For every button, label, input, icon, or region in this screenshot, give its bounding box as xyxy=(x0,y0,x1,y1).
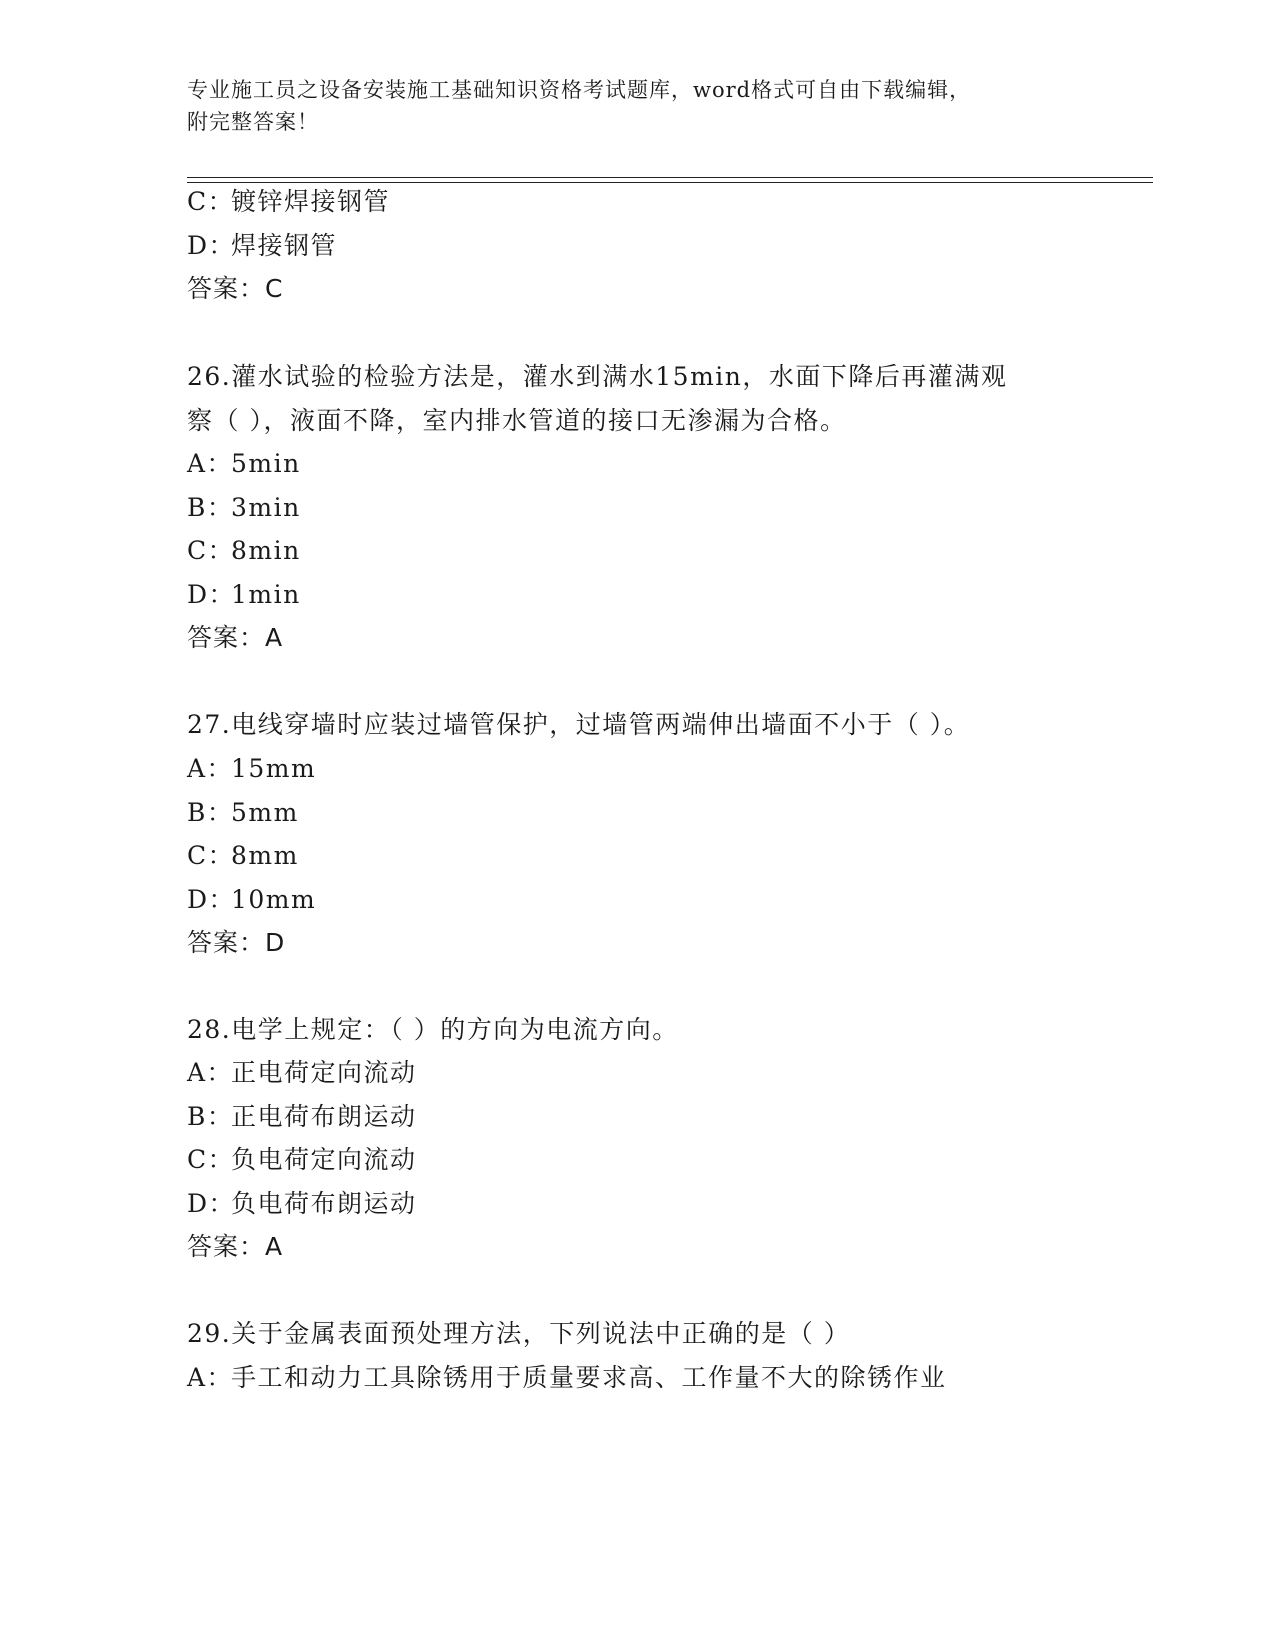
question-26-stem-line-2: 察（ ），液面不降，室内排水管道的接口无渗漏为合格。 xyxy=(187,406,847,435)
header-line-1: 专业施工员之设备安装施工基础知识资格考试题库，word格式可自由下载编辑， xyxy=(187,78,972,102)
question-26-option-c: C：8min xyxy=(187,536,301,565)
header-divider-bottom xyxy=(187,182,1153,183)
question-28-answer: 答案：A xyxy=(187,1232,284,1261)
question-28-option-a: A：正电荷定向流动 xyxy=(187,1058,417,1087)
question-27-option-a: A：15mm xyxy=(187,754,317,783)
question-29-option-a: A：手工和动力工具除锈用于质量要求高、工作量不大的除锈作业 xyxy=(187,1363,947,1392)
page-header xyxy=(187,74,1087,138)
header-divider-top xyxy=(187,177,1153,178)
question-26-option-b: B：3min xyxy=(187,493,301,522)
question-27-stem: 27.电线穿墙时应装过墙管保护，过墙管两端伸出墙面不小于（ ）。 xyxy=(187,710,971,739)
question-28-stem: 28.电学上规定：（ ）的方向为电流方向。 xyxy=(187,1015,679,1044)
question-27-option-c: C：8mm xyxy=(187,841,299,870)
question-27-option-b: B：5mm xyxy=(187,798,299,827)
header-line-2: 附完整答案！ xyxy=(187,110,319,134)
question-28-option-b: B：正电荷布朗运动 xyxy=(187,1102,417,1131)
question-26-answer: 答案：A xyxy=(187,623,284,652)
question-26-option-d: D：1min xyxy=(187,580,301,609)
question-26-option-a: A：5min xyxy=(187,449,301,478)
answer-line: 答案：C xyxy=(187,274,284,303)
question-27-answer: 答案：D xyxy=(187,928,286,957)
option-c: C：镀锌焊接钢管 xyxy=(187,187,391,216)
question-27-option-d: D：10mm xyxy=(187,885,317,914)
option-d: D：焊接钢管 xyxy=(187,231,338,260)
question-28-option-d: D：负电荷布朗运动 xyxy=(187,1189,417,1218)
question-26-stem-line-1: 26.灌水试验的检验方法是，灌水到满水15min，水面下降后再灌满观 xyxy=(187,362,1008,391)
question-28-option-c: C：负电荷定向流动 xyxy=(187,1145,417,1174)
question-29-stem: 29.关于金属表面预处理方法，下列说法中正确的是（ ） xyxy=(187,1319,851,1348)
